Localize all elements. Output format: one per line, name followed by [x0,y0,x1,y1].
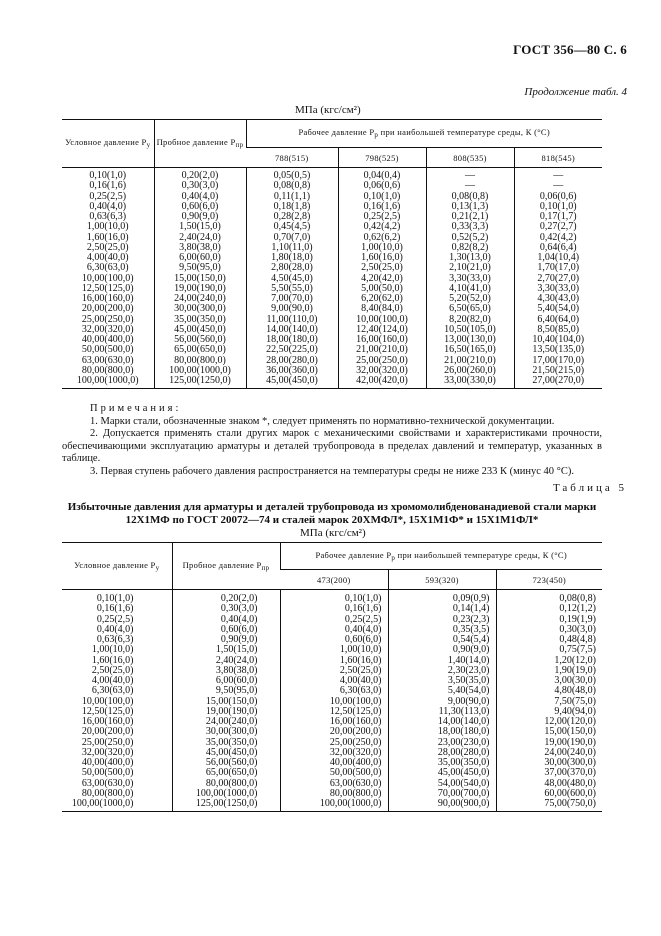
table-cell: 30,00(300,0) [154,304,246,314]
table-cell: 125,00(1250,0) [172,799,280,812]
table-cell: 4,30(43,0) [514,294,602,304]
table-cell: 30,00(300,0) [172,727,280,737]
table-cell: 15,00(150,0) [154,274,246,284]
table-row [62,366,602,376]
table-row [62,243,602,253]
table-cell: 4,00(40,0) [86,252,129,263]
table-row [62,666,602,676]
table-cell: 2,40(24,0) [172,656,280,666]
notes-title: Примечания: [90,403,182,414]
table-cell: 22,50(225,0) [246,345,338,355]
table-cell: 3,30(33,0) [426,274,514,284]
table-cell: 36,00(360,0) [246,366,338,376]
table-cell: 25,00(250,0) [81,736,134,748]
notes-block [62,403,602,479]
table-cell: 0,23(2,3) [388,615,496,625]
page-header: ГОСТ 356—80 С. 6 [513,42,627,57]
table-cell: 0,30(3,0) [496,625,602,635]
table-row [62,615,602,625]
temp-header: 808(535) [426,148,514,168]
table-cell: 0,82(8,2) [426,243,514,253]
table-cell: 0,10(1,0) [96,593,134,604]
table-cell: 2,50(25,0) [280,666,388,676]
note-item: 1. Марки стали, обозначенные знаком *, следует применять по нормативно-технической документации. [90,415,555,427]
table-cell: 25,00(250,0) [81,313,134,325]
table-cell: 5,40(54,0) [514,304,602,314]
table-cell: 3,80(38,0) [154,243,246,253]
table-cell: 10,50(105,0) [426,325,514,335]
table-cell: 0,90(9,0) [154,212,246,222]
table-cell: 1,00(10,0) [86,221,129,233]
table-cell: 0,33(3,3) [426,222,514,232]
table-cell: 4,80(48,0) [496,686,602,696]
table-cell: 0,40(4,0) [89,200,127,212]
table-cell: 5,40(54,0) [388,686,496,696]
table-cell: 16,00(160,0) [81,716,134,727]
table-cell: 0,52(5,2) [426,233,514,243]
table-cell: 8,20(82,0) [426,315,514,325]
table-cell: 13,00(130,0) [426,335,514,345]
table-cell: 75,00(750,0) [496,799,602,812]
table-cell: 33,00(330,0) [426,376,514,389]
table-cell: 0,10(1,0) [514,202,602,212]
table-cell: 1,20(12,0) [496,656,602,666]
table-cell: 2,30(23,0) [388,666,496,676]
table-cell: 14,00(140,0) [246,325,338,335]
table-cell: 0,25(2,5) [338,212,426,222]
table-row [62,686,602,696]
col-header-conditional: Условное давление $P_у$ [62,120,154,168]
table-cell: 80,00(800,0) [81,787,134,799]
table-cell: 10,00(100,0) [81,695,134,707]
table-cell: 6,30(63,0) [91,685,134,697]
table-cell: 65,00(650,0) [172,768,280,778]
table-cell: 0,70(7,0) [246,233,338,243]
table-cell: 0,40(4,0) [154,192,246,202]
table-row [62,233,602,243]
table-cell: 0,11(1,1) [246,192,338,202]
table-cell: 10,40(104,0) [514,335,602,345]
table-cell: 6,50(65,0) [426,304,514,314]
table-row [62,263,602,273]
table-cell: 50,00(500,0) [280,768,388,778]
table-row [62,799,602,812]
table-cell: 2,50(25,0) [91,664,134,676]
table-cell: 4,10(41,0) [426,284,514,294]
table-cell: 16,00(160,0) [338,335,426,345]
table-cell: 0,20(2,0) [154,168,246,182]
table-cell: 7,00(70,0) [246,294,338,304]
table-cell: 3,00(30,0) [496,676,602,686]
table-cell: 4,20(42,0) [338,274,426,284]
table-cell: 6,00(60,0) [172,676,280,686]
table-row [62,284,602,294]
table-cell: 21,00(210,0) [426,356,514,366]
table-cell: 2,80(28,0) [246,263,338,273]
table-cell: 0,25(2,5) [89,190,127,202]
table-cell: 40,00(400,0) [81,757,134,768]
table-cell: 2,10(21,0) [426,263,514,273]
table-cell: 0,10(1,0) [280,590,388,605]
table-cell: 0,16(1,6) [96,603,134,615]
table-cell: 28,00(280,0) [388,748,496,758]
table-row [62,325,602,335]
temp-header: 593(320) [388,570,496,590]
table-cell: 0,04(0,4) [338,168,426,182]
table-cell: 6,00(60,0) [154,253,246,263]
table-row [62,202,602,212]
col-header-conditional: Условное давление $P_у$ [62,543,172,590]
table-cell: 12,50(125,0) [81,705,134,717]
table-cell: 9,50(95,0) [172,686,280,696]
table-cell: 0,63(6,3) [89,211,127,222]
table-cell: 56,00(560,0) [154,335,246,345]
table-cell: 0,62(6,2) [338,233,426,243]
table4-body [62,168,602,389]
table-cell: 0,16(1,6) [89,180,127,192]
table-cell: 0,27(2,7) [514,222,602,232]
table-cell: 100,00(1000,0) [62,799,172,812]
table-cell: 100,00(1000,0) [154,366,246,376]
table-cell: 2,40(24,0) [154,233,246,243]
table-cell: 16,50(165,0) [426,345,514,355]
table-row [62,768,602,778]
table-cell: 0,16(1,6) [280,604,388,614]
table-row [62,212,602,222]
table-cell: 90,00(900,0) [388,799,496,812]
table-row [62,645,602,655]
table-cell: 24,00(240,0) [172,717,280,727]
table-cell: 0,42(4,2) [514,233,602,243]
table-cell: 5,50(55,0) [246,284,338,294]
table-cell: 0,19(1,9) [496,615,602,625]
temp-header: 788(515) [246,148,338,168]
table-cell: 40,00(400,0) [280,758,388,768]
col-header-test: Пробное давление $P_{пр}$ [172,543,280,590]
table-cell: 65,00(650,0) [154,345,246,355]
table-row [62,604,602,614]
table-row [62,335,602,345]
table-cell: 10,00(100,0) [280,697,388,707]
col-header-working: Рабочее давление $P_р$ при наибольшей температуре среды, К (°C) [280,543,602,570]
table-cell: 37,00(370,0) [496,768,602,778]
table-cell: 0,21(2,1) [426,212,514,222]
table-cell: 63,00(630,0) [280,779,388,789]
temp-header: 818(545) [514,148,602,168]
table-cell: 2,50(25,0) [86,241,129,253]
table-row [62,304,602,314]
table-cell: 0,08(0,8) [426,192,514,202]
table-cell: 18,00(180,0) [246,335,338,345]
table-cell: 6,30(63,0) [86,262,129,274]
table-cell: 1,60(16,0) [86,231,129,243]
table-cell: 5,00(50,0) [338,284,426,294]
table-cell: 0,48(4,8) [496,635,602,645]
table-cell: 15,00(150,0) [172,697,280,707]
table-cell: 18,00(180,0) [388,727,496,737]
temp-header: 798(525) [338,148,426,168]
table-cell: 0,08(0,8) [246,181,338,191]
table-row [62,376,602,389]
table5-units: МПа (кгс/см²) [300,527,366,539]
table-cell: 35,00(350,0) [172,738,280,748]
table-row [62,315,602,325]
table-cell: 0,64(6,4) [514,243,602,253]
table-row [62,253,602,263]
table-cell: 125,00(1250,0) [154,376,246,389]
table-cell: 0,28(2,8) [246,212,338,222]
table-cell: 21,50(215,0) [514,366,602,376]
table-cell: 6,40(64,0) [514,315,602,325]
table-cell: 0,08(0,8) [496,590,602,605]
table-cell: 0,10(1,0) [338,192,426,202]
table-cell: 6,20(62,0) [338,294,426,304]
table-cell: 13,50(135,0) [514,345,602,355]
table-cell: 24,00(240,0) [154,294,246,304]
table-cell: 1,40(14,0) [388,656,496,666]
table-cell: 0,42(4,2) [338,222,426,232]
note-item: 3. Первая ступень рабочего давления распространяется на температуры среды не ниже 233 К (минус 40 °С). [90,465,574,477]
table-cell: 0,60(6,0) [172,625,280,635]
table-cell: 12,50(125,0) [81,282,134,294]
table-cell: 0,75(7,5) [496,645,602,655]
table-cell: 20,00(200,0) [81,303,134,315]
table-cell: 0,18(1,8) [246,202,338,212]
table-cell: 11,30(113,0) [388,707,496,717]
table-cell: 6,30(63,0) [280,686,388,696]
col-header-test: Пробное давление $P_{пр}$ [154,120,246,168]
table-cell: 40,00(400,0) [81,334,134,345]
table-cell: 35,00(350,0) [154,315,246,325]
table-cell: 23,00(230,0) [388,738,496,748]
table-cell: 0,60(6,0) [280,635,388,645]
table-cell: 8,50(85,0) [514,325,602,335]
table-cell: 0,05(0,5) [246,168,338,182]
table-cell: 0,40(4,0) [96,623,134,635]
table-row [62,656,602,666]
table-cell: 0,14(1,4) [388,604,496,614]
note-item: 2. Допускается применять стали других марок с механическими свойствами и характеристиками прочности, обеспечивающими эксплуатацию арматуры и деталей трубопровода в пределах давлений и температур, указанных в таблице. [62,428,602,465]
table-cell: 0,06(0,6) [514,192,602,202]
table-row [62,168,602,182]
table-cell: 45,00(450,0) [246,376,338,389]
table-cell: 3,30(33,0) [514,284,602,294]
table-cell: 45,00(450,0) [388,768,496,778]
table-cell: 0,63(6,3) [96,634,134,645]
table-row [62,635,602,645]
table-row [62,356,602,366]
table-cell: 70,00(700,0) [388,789,496,799]
table-cell: 0,90(9,0) [388,645,496,655]
table-cell: — [514,168,602,182]
table-cell: 20,00(200,0) [81,726,134,738]
table-row [62,294,602,304]
table-cell: 27,00(270,0) [514,376,602,389]
table-cell: 10,00(100,0) [338,315,426,325]
table-cell: 1,60(16,0) [91,654,134,666]
table5-body [62,590,602,812]
table-cell: 15,00(150,0) [496,727,602,737]
table-cell: 0,60(6,0) [154,202,246,212]
table-cell: 1,00(10,0) [280,645,388,655]
table-cell: 0,13(1,3) [426,202,514,212]
table5-label: Таблица 5 [552,482,627,494]
table-row [62,625,602,635]
table-cell: 0,25(2,5) [280,615,388,625]
table-cell: 14,00(140,0) [388,717,496,727]
table-cell: 12,00(120,0) [496,717,602,727]
table-cell: 100,00(1000,0) [172,789,280,799]
table-cell: 0,45(4,5) [246,222,338,232]
table-cell: 1,70(17,0) [514,263,602,273]
table-cell: — [514,181,602,191]
table-cell: 80,00(800,0) [154,356,246,366]
table-cell: 12,40(124,0) [338,325,426,335]
table-cell: 12,50(125,0) [280,707,388,717]
table-cell: 63,00(630,0) [81,354,134,366]
table-cell: 45,00(450,0) [154,325,246,335]
table-cell: 3,80(38,0) [172,666,280,676]
table-cell: 60,00(600,0) [496,789,602,799]
table-cell: 42,00(420,0) [338,376,426,389]
table-cell: 11,00(110,0) [246,315,338,325]
table-cell: 50,00(500,0) [81,344,134,356]
table-cell: 80,00(800,0) [280,789,388,799]
table-cell: 9,40(94,0) [496,707,602,717]
table-cell: 30,00(300,0) [496,758,602,768]
table-cell: 4,50(45,0) [246,274,338,284]
table-row [62,222,602,232]
table-cell: 0,40(4,0) [280,625,388,635]
table-cell: 1,80(18,0) [246,253,338,263]
table-4 [62,119,602,389]
table4-units: МПа (кгс/см²) [295,104,361,116]
table-cell: 50,00(500,0) [81,767,134,779]
table-cell: 1,50(15,0) [154,222,246,232]
table-cell: 1,04(10,4) [514,253,602,263]
continuation-label: Продолжение табл. 4 [524,86,627,98]
table-cell: 25,00(250,0) [338,356,426,366]
table-cell: 32,00(320,0) [338,366,426,376]
table-cell: 1,00(10,0) [91,644,134,656]
table-cell: 0,30(3,0) [154,181,246,191]
table-cell: 2,70(27,0) [514,274,602,284]
table-cell: 19,00(190,0) [496,738,602,748]
table-cell: 5,20(52,0) [426,294,514,304]
table-cell: 16,00(160,0) [81,293,134,304]
table-cell: 35,00(350,0) [388,758,496,768]
table-cell: 0,35(3,5) [388,625,496,635]
table-cell: — [426,181,514,191]
table-cell: 0,25(2,5) [96,613,134,625]
table-cell: 17,00(170,0) [514,356,602,366]
table-cell: 1,10(11,0) [246,243,338,253]
table-cell: 1,60(16,0) [280,656,388,666]
table-cell: 24,00(240,0) [496,748,602,758]
table-cell: 80,00(800,0) [172,779,280,789]
table-cell: 0,16(1,6) [338,202,426,212]
table-cell: 26,00(260,0) [426,366,514,376]
table-row [62,676,602,686]
table-cell: 1,90(19,0) [496,666,602,676]
table-row [62,192,602,202]
table-cell: 32,00(320,0) [81,746,134,758]
table-cell: 25,00(250,0) [280,738,388,748]
table-cell: 100,00(1000,0) [62,376,154,389]
table-cell: 8,40(84,0) [338,304,426,314]
table5-title: Избыточные давления для арматуры и деталей трубопровода из хромомолибденованадиевой стали марки 12Х1МФ по ГОСТ 20072—74 и сталей марок 20ХМФЛ*, 15Х1М1Ф* и 15Х1М1ФЛ* [67,501,597,526]
table-cell: 0,09(0,9) [388,590,496,605]
table-5 [62,542,602,812]
table-cell: 32,00(320,0) [280,748,388,758]
table-cell: 10,00(100,0) [81,272,134,284]
table-cell: 3,50(35,0) [388,676,496,686]
table-cell: 0,20(2,0) [172,590,280,605]
table-cell: 48,00(480,0) [496,779,602,789]
table-cell: 1,50(15,0) [172,645,280,655]
table-row [62,727,602,737]
table-cell: 20,00(200,0) [280,727,388,737]
table-cell: 0,90(9,0) [172,635,280,645]
table-cell: 54,00(540,0) [388,779,496,789]
table-cell: 9,50(95,0) [154,263,246,273]
table-cell: 16,00(160,0) [280,717,388,727]
table-cell: 0,10(1,0) [89,170,127,181]
table-row [62,274,602,284]
table-cell: 56,00(560,0) [172,758,280,768]
table-cell: 19,00(190,0) [154,284,246,294]
table-cell: 32,00(320,0) [81,323,134,335]
table-cell: 0,17(1,7) [514,212,602,222]
table-cell: 0,06(0,6) [338,181,426,191]
table-cell: 0,12(1,2) [496,604,602,614]
table-cell: 80,00(800,0) [81,364,134,376]
table-cell: 2,50(25,0) [338,263,426,273]
table-cell: 28,00(280,0) [246,356,338,366]
table-cell: — [426,168,514,182]
table-cell: 4,00(40,0) [91,675,134,686]
table-cell: 1,00(10,0) [338,243,426,253]
table-cell: 19,00(190,0) [172,707,280,717]
table-row [62,181,602,191]
table-cell: 21,00(210,0) [338,345,426,355]
table-cell: 45,00(450,0) [172,748,280,758]
table-cell: 1,30(13,0) [426,253,514,263]
table-cell: 9,00(90,0) [246,304,338,314]
table-cell: 1,60(16,0) [338,253,426,263]
table-cell: 0,54(5,4) [388,635,496,645]
col-header-working: Рабочее давление $P_р$ при наибольшей температуре среды, К (°C) [246,120,602,148]
table-row [62,590,602,605]
table-cell: 9,00(90,0) [388,697,496,707]
temp-header: 723(450) [496,570,602,590]
table-cell: 100,00(1000,0) [280,799,388,812]
table-row [62,345,602,355]
temp-header: 473(200) [280,570,388,590]
table-cell: 63,00(630,0) [81,777,134,789]
table-cell: 0,30(3,0) [172,604,280,614]
table-cell: 7,50(75,0) [496,697,602,707]
table-cell: 0,40(4,0) [172,615,280,625]
table-cell: 4,00(40,0) [280,676,388,686]
